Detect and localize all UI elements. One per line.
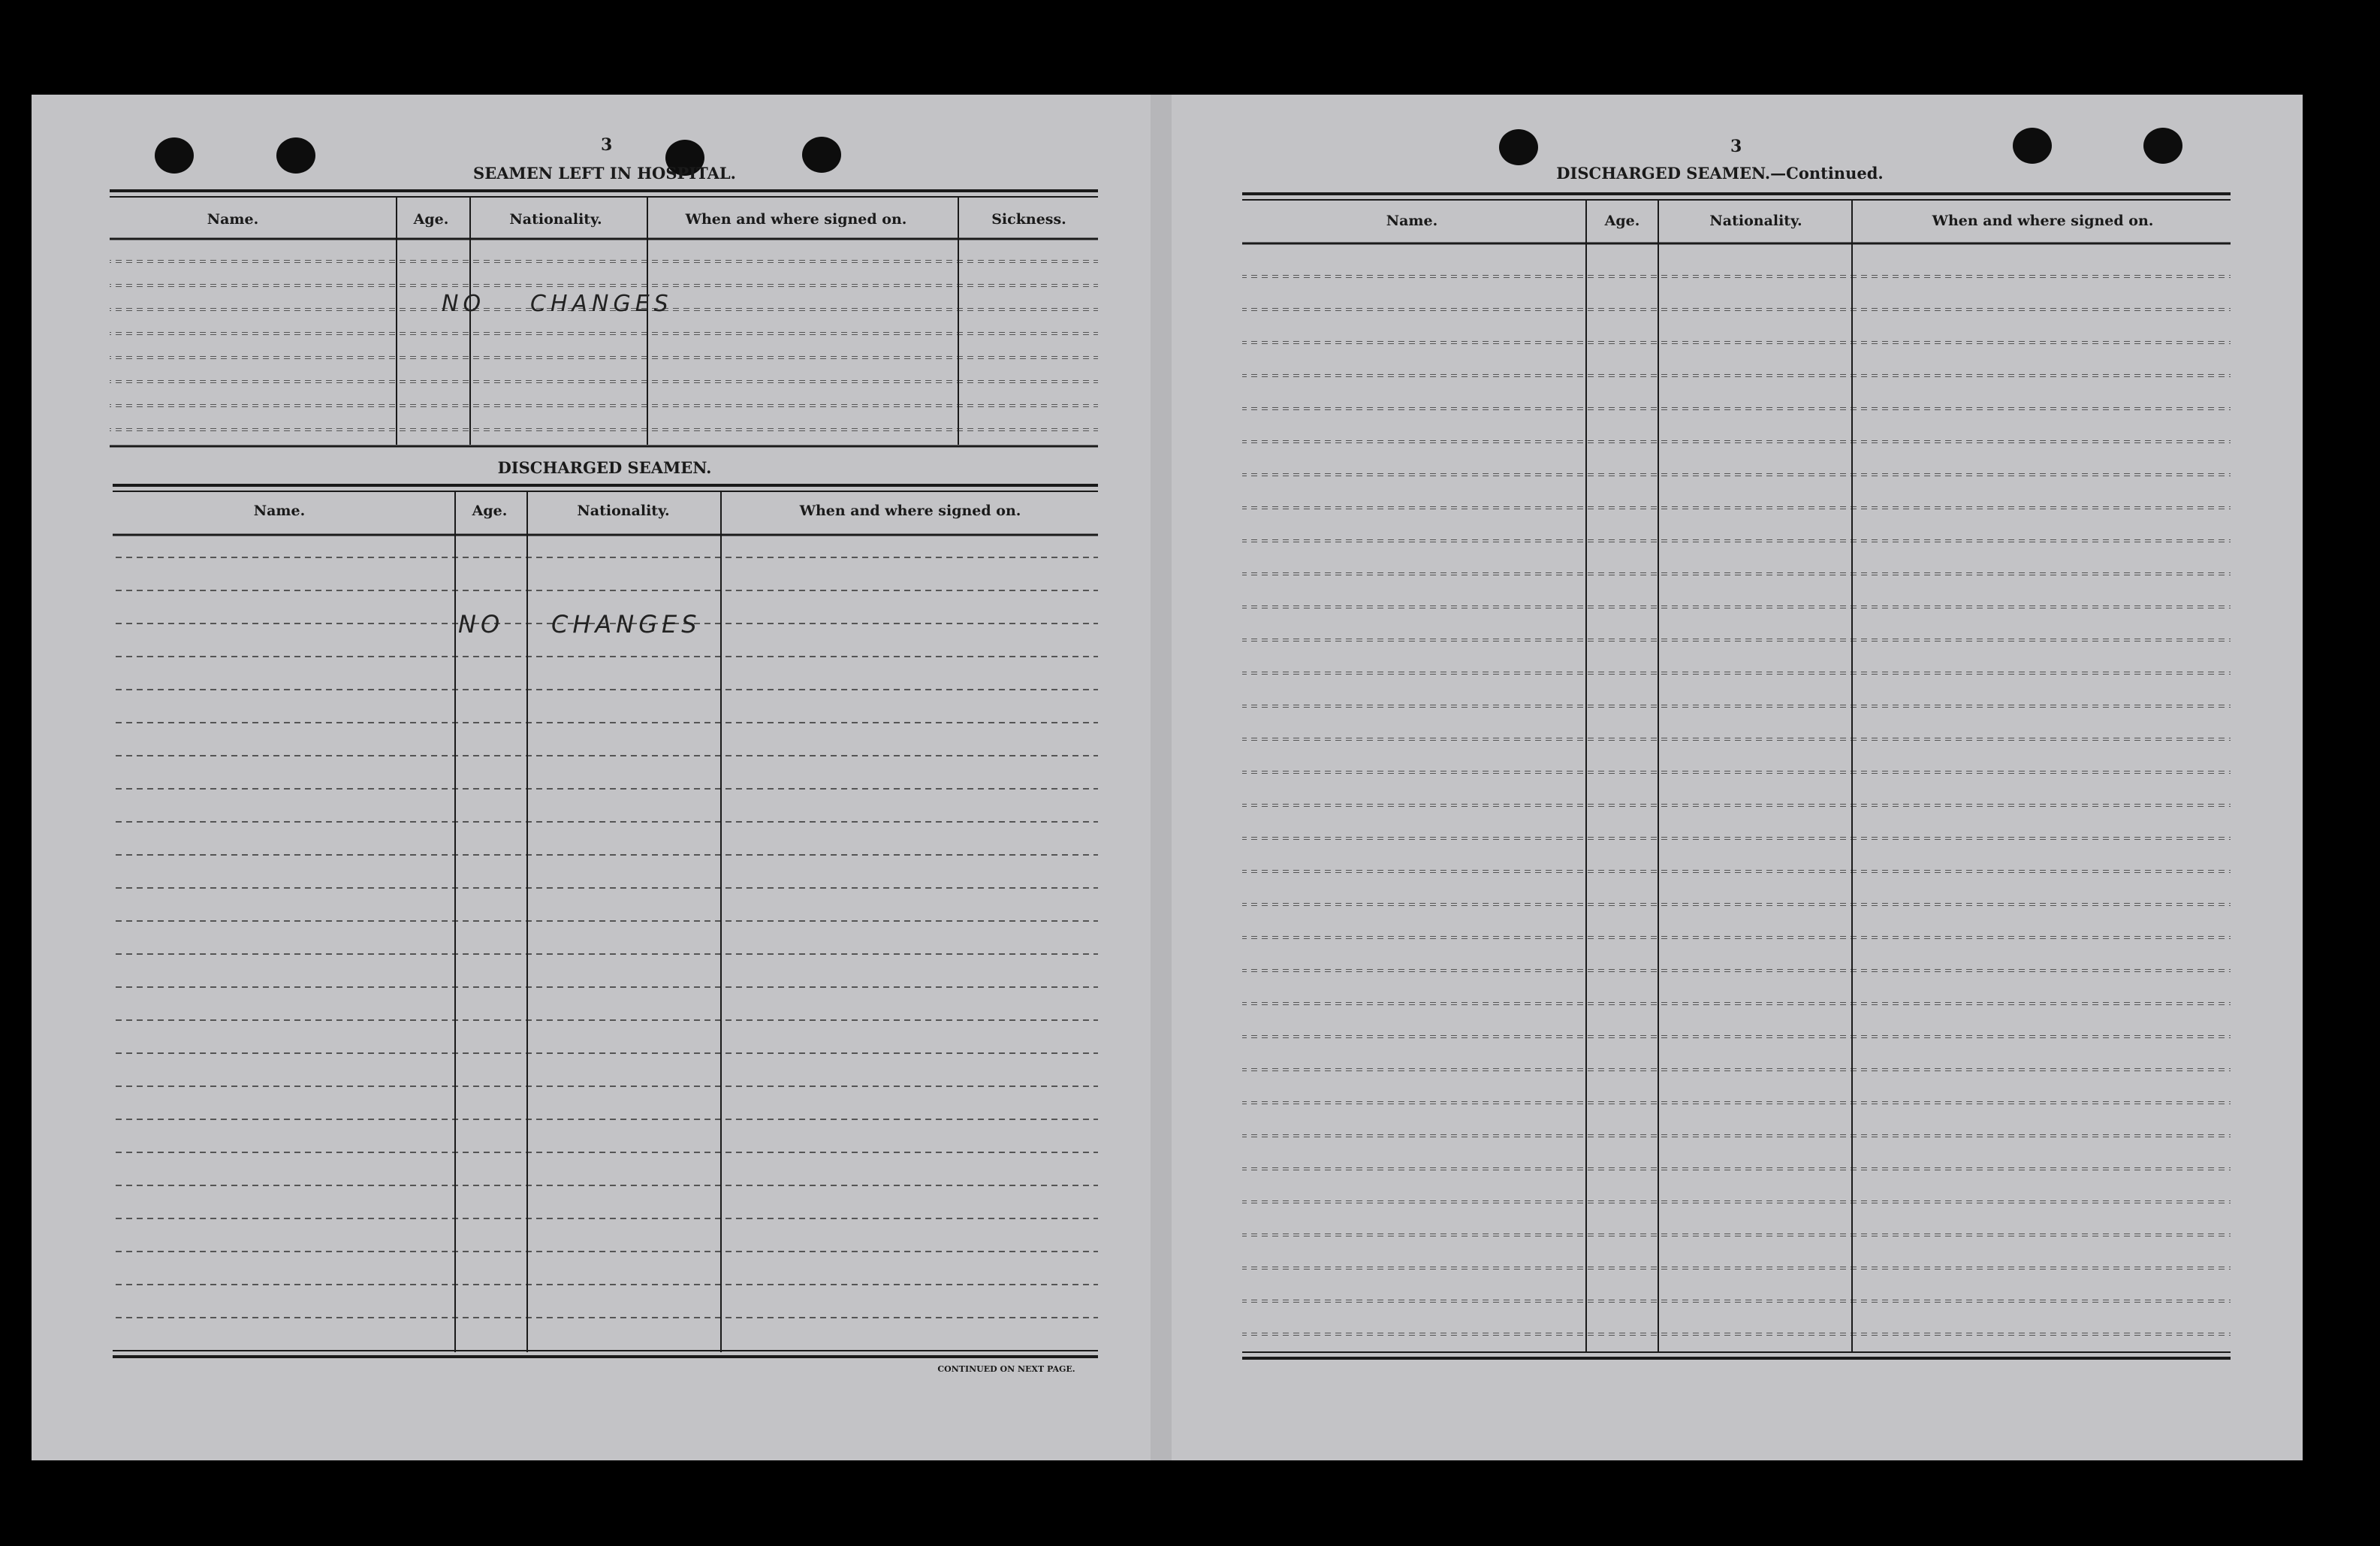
hospital-handwritten-age: NO [442, 291, 486, 317]
hospital-handwritten-nationality: CHANGES [530, 291, 673, 317]
discharged-section-title: DISCHARGED SEAMEN. [497, 458, 712, 477]
right-col-name: Name. [1386, 213, 1438, 229]
discharged-handwritten-age: NO [458, 610, 505, 639]
discharged-handwritten-nationality: CHANGES [551, 610, 701, 639]
discharged-col-age: Age. [472, 503, 508, 519]
page-fold [1151, 95, 1172, 1460]
right-section-title: DISCHARGED SEAMEN.—Continued. [1556, 164, 1884, 183]
right-col-age: Age. [1604, 213, 1640, 229]
hospital-col-age: Age. [413, 211, 449, 228]
left-page-number: 3 [601, 135, 613, 155]
discharged-col-name: Name. [253, 503, 306, 519]
hospital-col-signed-on: When and where signed on. [685, 211, 907, 228]
discharged-col-signed-on: When and where signed on. [799, 503, 1021, 519]
right-col-nationality: Nationality. [1709, 213, 1802, 229]
hospital-section-title: SEAMEN LEFT IN HOSPITAL. [473, 164, 736, 183]
right-page-number: 3 [1730, 137, 1742, 156]
discharged-col-nationality: Nationality. [577, 503, 670, 519]
hospital-col-name: Name. [207, 211, 259, 228]
continued-footer: CONTINUED ON NEXT PAGE. [937, 1364, 1075, 1374]
hospital-col-sickness: Sickness. [991, 211, 1066, 228]
right-col-signed-on: When and where signed on. [1932, 213, 2154, 229]
hospital-col-nationality: Nationality. [509, 211, 602, 228]
